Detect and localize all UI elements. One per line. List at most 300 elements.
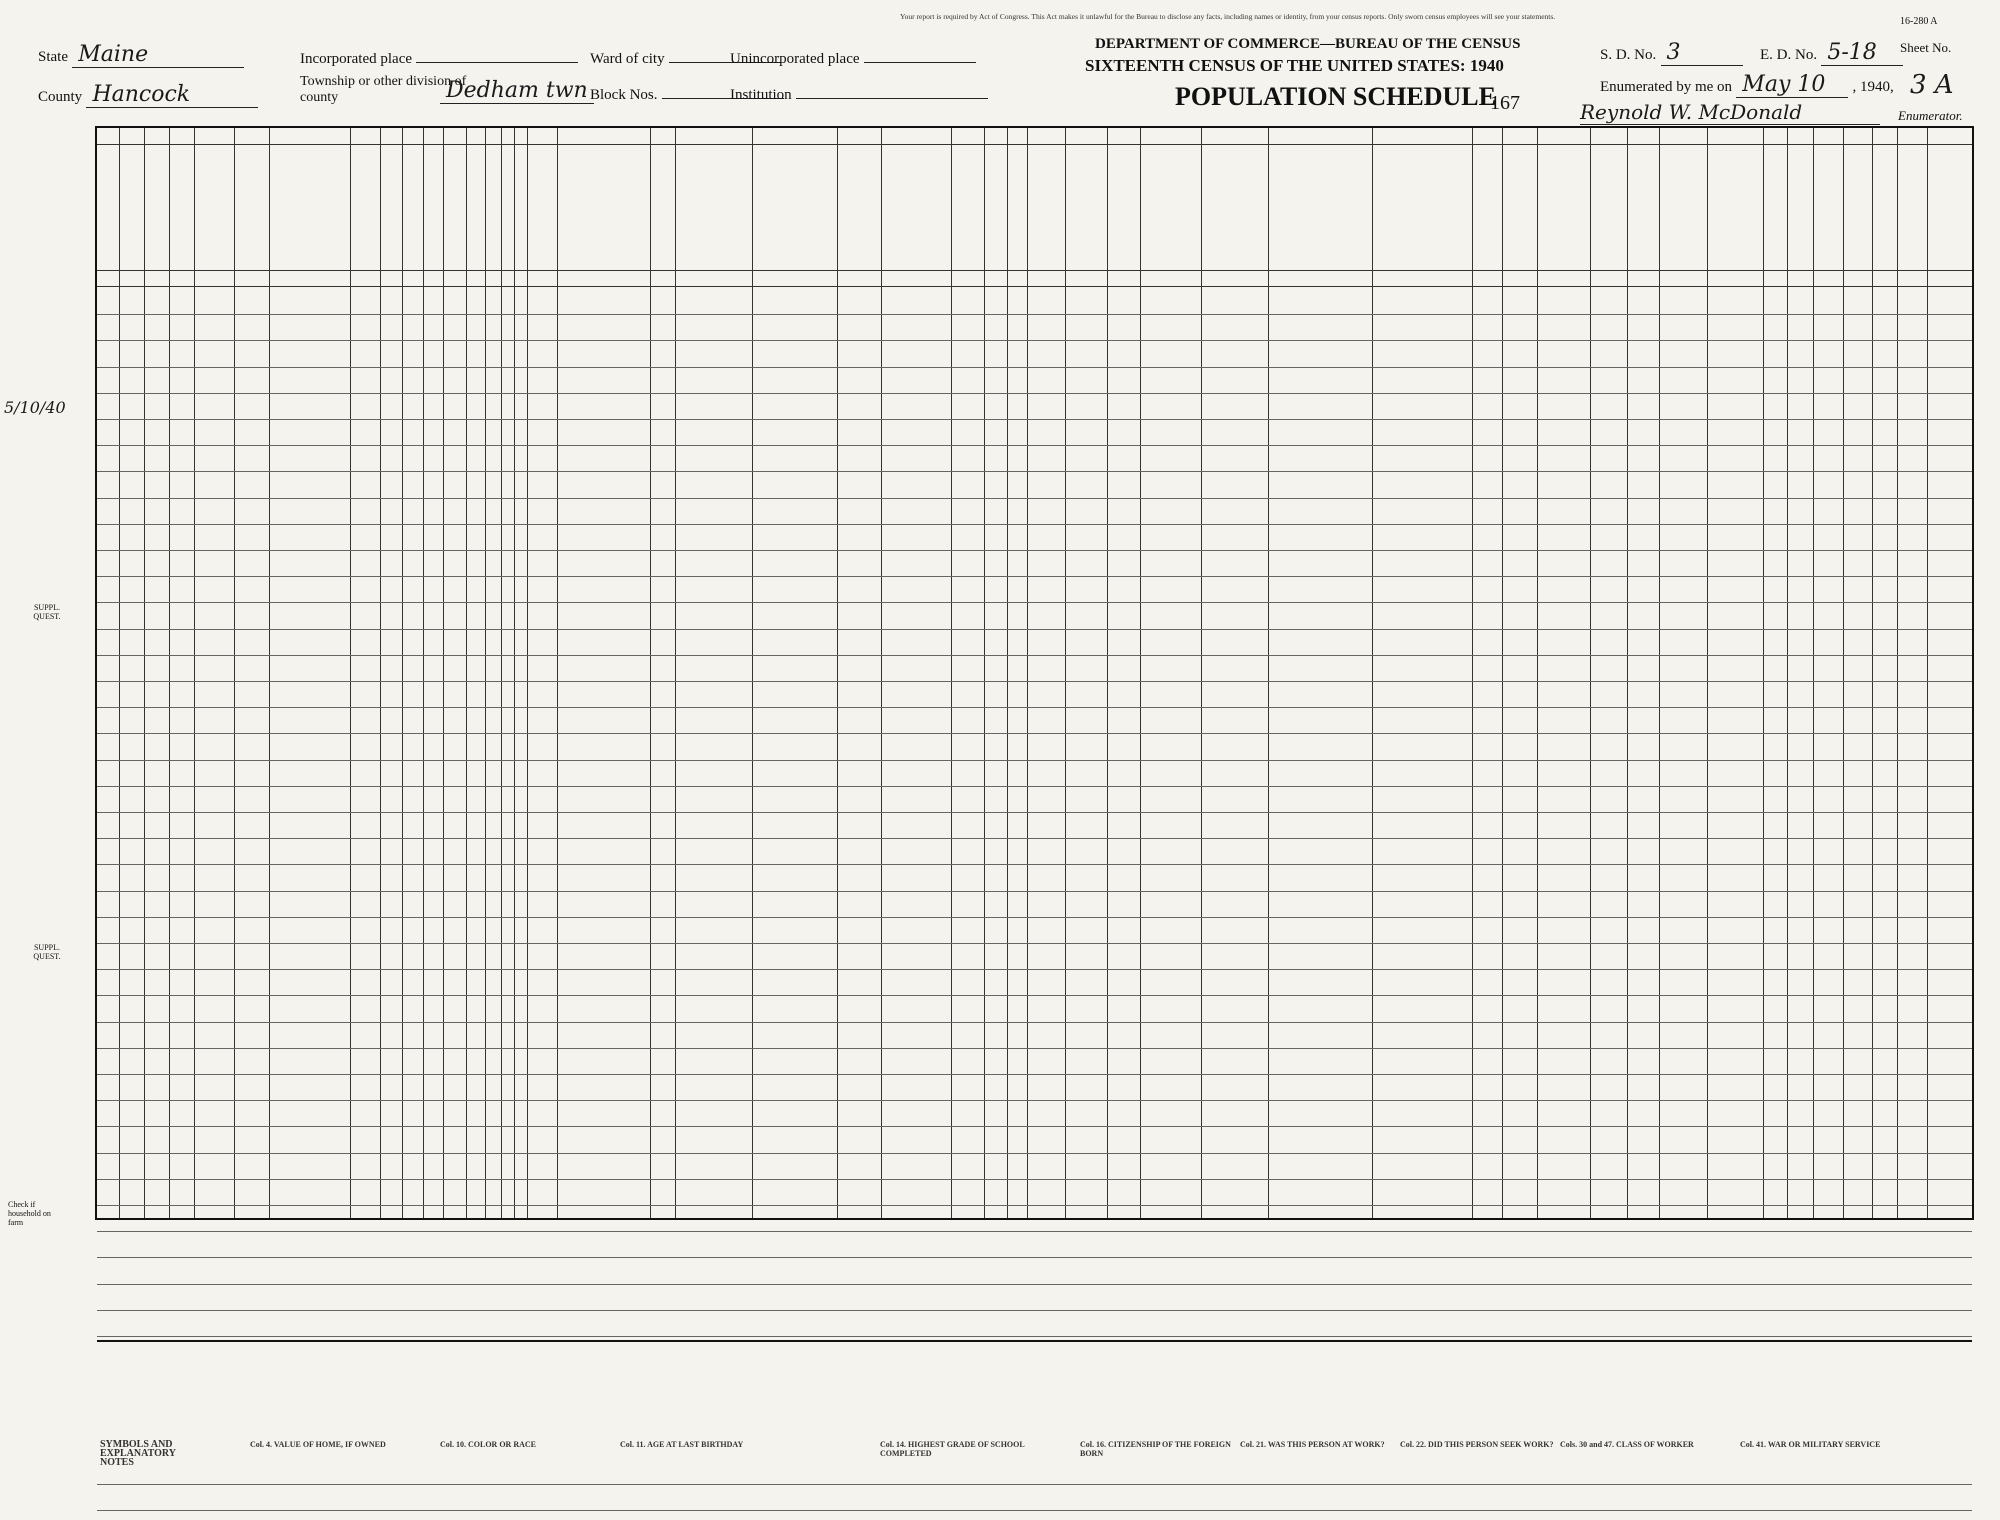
cell-hh (144, 655, 169, 681)
cell-oth (1763, 786, 1787, 812)
cell-oth (1763, 655, 1787, 681)
cell-birth (531, 733, 601, 759)
cell-fs (1793, 1205, 1813, 1231)
cell-cit (625, 1022, 650, 1048)
cell-cit (625, 1257, 650, 1283)
cell-cw (1314, 340, 1344, 366)
cell-ind (1207, 1231, 1307, 1257)
cell-weeks (1671, 655, 1701, 681)
cell-value (194, 891, 234, 917)
cell-farm (234, 995, 269, 1021)
line-number (97, 655, 119, 681)
cell-grade (502, 838, 516, 864)
cell-oth (1763, 1231, 1787, 1257)
cell-mar (468, 733, 486, 759)
line-number-right (1949, 1257, 1971, 1283)
cell-res (657, 367, 747, 393)
cell-farm (234, 655, 269, 681)
cell-sex (406, 1205, 426, 1231)
cell-tenure (169, 812, 194, 838)
cell-oth (1763, 760, 1787, 786)
cell-wk (967, 1074, 1007, 1100)
cell-cit (625, 655, 650, 681)
cell-hh (144, 681, 169, 707)
supplementary-cell-occ (847, 1458, 957, 1484)
cell-inc (1709, 1126, 1759, 1152)
cell-wk (967, 681, 1007, 707)
cell-farm (234, 340, 269, 366)
cell-mar (468, 1310, 486, 1336)
cell-res (657, 1100, 747, 1126)
cell-occ (1107, 471, 1197, 497)
cell-race (427, 393, 447, 419)
cell-rel (350, 995, 402, 1021)
line-number (97, 340, 119, 366)
cell-oth (1763, 498, 1787, 524)
cell-hh (144, 1074, 169, 1100)
cell-rel (350, 786, 402, 812)
cell-value (194, 550, 234, 576)
cell-cw (1314, 1126, 1344, 1152)
cell-hh (144, 1179, 169, 1205)
cell-farm (234, 864, 269, 890)
cell-race (427, 733, 447, 759)
cell-wk (967, 367, 1007, 393)
cell-fs (1793, 1100, 1813, 1126)
cell-cw (1314, 550, 1344, 576)
cell-value (194, 1126, 234, 1152)
cell-age (447, 1126, 467, 1152)
cell-cw (1314, 1022, 1344, 1048)
cell-age (447, 367, 467, 393)
cell-birth (531, 445, 601, 471)
cell-grade (502, 550, 516, 576)
cell-weeks (1671, 367, 1701, 393)
cell-sex (406, 707, 426, 733)
cell-tenure (169, 1126, 194, 1152)
cell-birth (531, 786, 601, 812)
cell-rel (350, 602, 402, 628)
cell-res (657, 969, 747, 995)
cell-inc (1709, 760, 1759, 786)
cell-value (194, 288, 234, 314)
cell-sex (406, 733, 426, 759)
cell-hh (144, 550, 169, 576)
cell-weeks (1671, 1074, 1701, 1100)
cell-weeks (1671, 733, 1701, 759)
cell-tenure (169, 760, 194, 786)
cell-cit (625, 1231, 650, 1257)
cell-rel (350, 367, 402, 393)
cell-wk (967, 602, 1007, 628)
cell-cw (1314, 1310, 1344, 1336)
cell-farm (234, 838, 269, 864)
cell-res (657, 1257, 747, 1283)
cell-inc (1709, 786, 1759, 812)
cell-tenure (169, 1310, 194, 1336)
cell-inc (1709, 1179, 1759, 1205)
enumerator-label: Enumerator. (1898, 108, 1963, 123)
cell-wk (967, 838, 1007, 864)
cell-hh (144, 471, 169, 497)
cell-race (427, 1310, 447, 1336)
cell-fs (1793, 367, 1813, 393)
cell-fs (1793, 786, 1813, 812)
cell-cit (625, 498, 650, 524)
cell-tenure (169, 1074, 194, 1100)
cell-tenure (169, 1231, 194, 1257)
cell-res (657, 1205, 747, 1231)
cell-cw (1314, 602, 1344, 628)
cell-race (427, 498, 447, 524)
line-number-right (1949, 943, 1971, 969)
cell-rel (350, 1126, 402, 1152)
cell-mar (468, 812, 486, 838)
footer-note: Col. 14. HIGHEST GRADE OF SCHOOL COMPLETED (880, 1440, 1025, 1458)
cell-fs (1793, 1022, 1813, 1048)
cell-age (447, 419, 467, 445)
column-rule (650, 128, 651, 1218)
cell-fs (1793, 1179, 1813, 1205)
cell-tenure (169, 969, 194, 995)
cell-mar (468, 864, 486, 890)
cell-mar (468, 471, 486, 497)
line-number (97, 760, 119, 786)
cell-weeks (1671, 1231, 1701, 1257)
cell-mar (468, 314, 486, 340)
cell-cw (1314, 288, 1344, 314)
cell-age (447, 943, 467, 969)
cell-res (657, 812, 747, 838)
cell-inc (1709, 576, 1759, 602)
name-instructions (273, 154, 343, 244)
cell-value (194, 1284, 234, 1310)
cell-age (447, 1153, 467, 1179)
cell-res (657, 498, 747, 524)
cell-cw (1314, 1284, 1344, 1310)
sheet-value: 3 A (1910, 70, 1954, 100)
form-number: 16-280 A (1900, 16, 1938, 27)
cell-grade (502, 1022, 516, 1048)
cell-wk (967, 445, 1007, 471)
cell-res (657, 1048, 747, 1074)
cell-birth (531, 602, 601, 628)
cell-oth (1763, 1126, 1787, 1152)
cell-res (657, 393, 747, 419)
cell-cit (625, 550, 650, 576)
cell-hh (144, 1153, 169, 1179)
cell-oth (1763, 1153, 1787, 1179)
cell-mar (468, 445, 486, 471)
cell-ind (1207, 1100, 1307, 1126)
cell-rel (350, 681, 402, 707)
cell-att (487, 1231, 503, 1257)
cell-oth (1763, 550, 1787, 576)
line-number (97, 550, 119, 576)
cell-weeks (1671, 943, 1701, 969)
cell-att (487, 288, 503, 314)
cell-tenure (169, 1153, 194, 1179)
cell-mar (468, 629, 486, 655)
cell-wk (967, 655, 1007, 681)
cell-oth (1763, 838, 1787, 864)
county-field: County Hancock (38, 82, 258, 108)
enumerator-signature: Reynold W. McDonald (1580, 100, 1880, 125)
footer-note: Col. 41. WAR OR MILITARY SERVICE (1740, 1440, 1881, 1449)
cell-inc (1709, 655, 1759, 681)
cell-value (194, 1231, 234, 1257)
cell-inc (1709, 419, 1759, 445)
footer-note: Col. 22. DID THIS PERSON SEEK WORK? (1400, 1440, 1554, 1449)
cell-inc (1709, 1284, 1759, 1310)
cell-inc (1709, 1205, 1759, 1231)
cell-tenure (169, 707, 194, 733)
cell-grade (502, 1179, 516, 1205)
cell-inc (1709, 445, 1759, 471)
cell-cit (625, 1310, 650, 1336)
line-number (97, 707, 119, 733)
cell-birth (531, 550, 601, 576)
supplementary-cell-mother (407, 1458, 517, 1484)
line-number (97, 419, 119, 445)
cell-att (487, 445, 503, 471)
cell-cit (625, 838, 650, 864)
cell-weeks (1671, 917, 1701, 943)
line-number-right (1949, 1179, 1971, 1205)
cell-age (447, 550, 467, 576)
cell-grade (502, 760, 516, 786)
cell-birth (531, 1100, 601, 1126)
cell-res (657, 1179, 747, 1205)
cell-age (447, 1100, 467, 1126)
cell-rel (350, 1231, 402, 1257)
line-number (97, 812, 119, 838)
cell-weeks (1671, 969, 1701, 995)
cell-oth (1763, 1257, 1787, 1283)
supplementary-cell-father (293, 1484, 403, 1510)
cell-sex (406, 498, 426, 524)
cell-wk (967, 550, 1007, 576)
cell-cit (625, 995, 650, 1021)
cell-ind (1207, 445, 1307, 471)
cell-birth (531, 917, 601, 943)
column-rule (1927, 128, 1928, 1218)
cell-mar (468, 288, 486, 314)
cell-sex (406, 1231, 426, 1257)
cell-occ (1107, 1074, 1197, 1100)
cell-weeks (1671, 1048, 1701, 1074)
cell-mar (468, 969, 486, 995)
cell-race (427, 1100, 447, 1126)
cell-farm (234, 602, 269, 628)
cell-wk (967, 1257, 1007, 1283)
line-number-right (1949, 812, 1971, 838)
line-number (97, 629, 119, 655)
cell-farm (234, 629, 269, 655)
cell-hh (144, 812, 169, 838)
cell-fs (1793, 733, 1813, 759)
cell-att (487, 995, 503, 1021)
cell-birth (531, 1022, 601, 1048)
confidentiality-notice: Your report is required by Act of Congress. This Act makes it unlawful for the Bureau to disclose any facts, including names or identity, from your census reports. Only sworn census employees will see your statements. (900, 12, 1556, 21)
line-number-right (1949, 655, 1971, 681)
cell-cw (1314, 1231, 1344, 1257)
cell-inc (1709, 1310, 1759, 1336)
cell-farm (234, 760, 269, 786)
cell-wk (967, 812, 1007, 838)
cell-tenure (169, 524, 194, 550)
cell-farm (234, 419, 269, 445)
cell-occ (1107, 969, 1197, 995)
cell-race (427, 891, 447, 917)
cell-rel (350, 864, 402, 890)
cell-oth (1763, 681, 1787, 707)
cell-race (427, 367, 447, 393)
cell-race (427, 471, 447, 497)
cell-tenure (169, 288, 194, 314)
cell-att (487, 1310, 503, 1336)
line-number (97, 471, 119, 497)
cell-wk (967, 393, 1007, 419)
cell-ind (1207, 602, 1307, 628)
cell-tenure (169, 576, 194, 602)
cell-oth (1763, 1284, 1787, 1310)
cell-sex (406, 681, 426, 707)
cell-birth (531, 340, 601, 366)
cell-hh (144, 445, 169, 471)
cell-sex (406, 1048, 426, 1074)
cell-oth (1763, 1205, 1787, 1231)
cell-birth (531, 969, 601, 995)
cell-sex (406, 367, 426, 393)
cell-res (657, 629, 747, 655)
line-number (97, 943, 119, 969)
line-number (97, 1179, 119, 1205)
cell-ind (1207, 812, 1307, 838)
line-number-right (1949, 995, 1971, 1021)
cell-oth (1763, 602, 1787, 628)
cell-cit (625, 1048, 650, 1074)
cell-fs (1793, 1310, 1813, 1336)
cell-cit (625, 393, 650, 419)
cell-weeks (1671, 812, 1701, 838)
cell-birth (531, 943, 601, 969)
cell-hh (144, 1048, 169, 1074)
cell-sex (406, 445, 426, 471)
line-number (97, 393, 119, 419)
cell-grade (502, 524, 516, 550)
cell-age (447, 655, 467, 681)
line-number (97, 1284, 119, 1310)
cell-oth (1763, 340, 1787, 366)
cell-grade (502, 393, 516, 419)
cell-att (487, 602, 503, 628)
supplementary-cell-ss1 (757, 1458, 787, 1484)
cell-tenure (169, 550, 194, 576)
institution-field: Institution (730, 84, 988, 104)
footer-note: Col. 4. VALUE OF HOME, IF OWNED (250, 1440, 386, 1449)
cell-rel (350, 969, 402, 995)
cell-inc (1709, 340, 1759, 366)
cell-mar (468, 995, 486, 1021)
cell-race (427, 1179, 447, 1205)
cell-fs (1793, 340, 1813, 366)
cell-hh (144, 393, 169, 419)
cell-mar (468, 760, 486, 786)
cell-mar (468, 917, 486, 943)
cell-cit (625, 471, 650, 497)
line-number-right (1949, 393, 1971, 419)
cell-birth (531, 1074, 601, 1100)
cell-ind (1207, 471, 1307, 497)
cell-rel (350, 838, 402, 864)
cell-weeks (1671, 576, 1701, 602)
line-number (97, 969, 119, 995)
cell-cw (1314, 629, 1344, 655)
cell-tenure (169, 786, 194, 812)
line-number (97, 995, 119, 1021)
cell-rel (350, 445, 402, 471)
cell-sex (406, 1310, 426, 1336)
cell-farm (234, 288, 269, 314)
cell-occ (1107, 288, 1197, 314)
line-number (97, 864, 119, 890)
column-rule (1843, 128, 1844, 1218)
sheet-label: Sheet No. (1900, 40, 1952, 55)
cell-oth (1763, 707, 1787, 733)
cell-value (194, 812, 234, 838)
cell-hh (144, 838, 169, 864)
cell-hh (144, 1022, 169, 1048)
cell-weeks (1671, 707, 1701, 733)
cell-occ (1107, 1022, 1197, 1048)
line-number (97, 1153, 119, 1179)
footer-note: Cols. 30 and 47. CLASS OF WORKER (1560, 1440, 1694, 1449)
cell-value (194, 681, 234, 707)
cell-rel (350, 1100, 402, 1126)
cell-wk (967, 1284, 1007, 1310)
line-number (97, 1310, 119, 1336)
line-number (97, 1074, 119, 1100)
cell-inc (1709, 629, 1759, 655)
cell-race (427, 1048, 447, 1074)
cell-wk (967, 733, 1007, 759)
cell-race (427, 681, 447, 707)
cell-age (447, 733, 467, 759)
cell-inc (1709, 393, 1759, 419)
cell-age (447, 1179, 467, 1205)
cell-ind (1207, 629, 1307, 655)
footer-note: Col. 16. CITIZENSHIP OF THE FOREIGN BORN (1080, 1440, 1231, 1458)
cell-oth (1763, 576, 1787, 602)
cell-farm (234, 1284, 269, 1310)
line-number-right (1949, 419, 1971, 445)
cell-mar (468, 1074, 486, 1100)
cell-cit (625, 602, 650, 628)
cell-sex (406, 288, 426, 314)
cell-oth (1763, 445, 1787, 471)
cell-rel (350, 1284, 402, 1310)
cell-hh (144, 498, 169, 524)
cell-occ (1107, 655, 1197, 681)
cell-birth (531, 1257, 601, 1283)
department-title: DEPARTMENT OF COMMERCE—BUREAU OF THE CENSUS (1095, 36, 1521, 52)
cell-att (487, 1022, 503, 1048)
column-rule (837, 128, 838, 1218)
line-number-right (1949, 1074, 1971, 1100)
line-number-right (1949, 471, 1971, 497)
cell-inc (1709, 943, 1759, 969)
